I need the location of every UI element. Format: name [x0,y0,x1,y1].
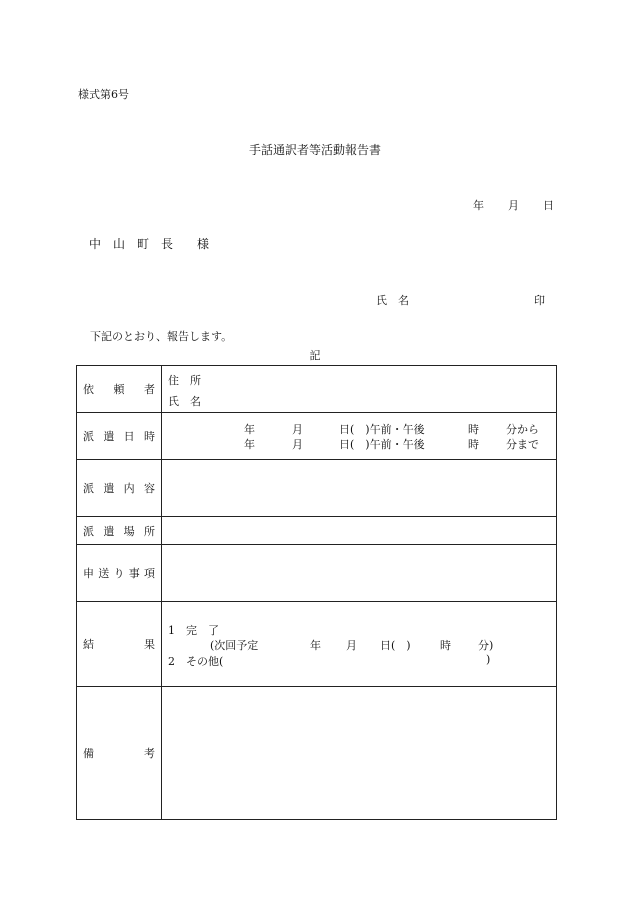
label-char: 容 [143,482,155,495]
label-char: 申 [83,567,94,580]
requester-label [77,366,162,413]
seal-mark: 印 [534,294,545,307]
label-char: 場 [123,524,135,538]
document-title: 手話通訳者等活動報告書 [248,143,381,157]
row-dispatch-place [77,517,557,545]
next-minute: 分) [478,639,494,652]
label-char: 頼 [113,383,125,396]
label-char: 派 [83,482,94,495]
reporter-name-label: 氏 名 [376,294,409,307]
label-char: り [113,567,125,580]
label-char: 時 [143,430,155,443]
next-schedule-prefix: (次回予定 [210,639,259,652]
date-year: 年 [473,199,484,212]
dispatch-datetime-value[interactable] [162,413,557,460]
label-char: 事 [128,567,140,580]
to-hour: 時 [468,438,479,451]
from-minute: 分から [506,423,539,436]
row-requester [77,366,557,413]
result-other: 2 その他( [168,655,224,668]
row-result [77,602,557,687]
label-char: 派 [83,430,94,443]
label-char: 遣 [103,430,115,443]
dispatch-place-value[interactable] [162,517,557,545]
label-char: 遣 [103,524,115,538]
dispatch-content-label [77,460,162,517]
row-handover [77,545,557,602]
result-value[interactable] [162,602,557,687]
label-char: 結 [83,638,94,651]
requester-address-label: 住 所 [168,374,201,387]
label-char: 内 [123,482,135,495]
next-year: 年 [310,639,321,652]
row-dispatch-content [77,460,557,517]
row-dispatch-datetime [77,413,557,460]
report-table [76,365,557,820]
form-number: 様式第6号 [78,88,129,101]
handover-label [77,545,162,602]
remarks-value[interactable] [162,687,557,820]
to-year: 年 [244,438,255,451]
to-month: 月 [292,438,303,451]
requester-value[interactable] [162,366,557,413]
to-minute: 分まで [506,438,539,451]
dispatch-place-label [77,517,162,545]
dispatch-datetime-label [77,413,162,460]
next-month: 月 [346,639,357,652]
from-day-ampm: 日( )午前・午後 [339,423,425,436]
date-day: 日 [543,199,554,212]
remarks-label [77,687,162,820]
next-day: 日( ) [380,639,411,652]
label-char: 送 [98,567,110,580]
result-label [77,602,162,687]
label-char: 考 [144,747,155,760]
label-char: 日 [123,430,135,443]
row-remarks [77,687,557,820]
label-char: 果 [144,638,155,651]
ki-heading: 記 [309,349,321,362]
label-char: 遣 [103,482,115,495]
from-month: 月 [292,423,303,436]
from-hour: 時 [468,423,479,436]
dispatch-content-value[interactable] [162,460,557,517]
requester-name-label: 氏 名 [168,395,201,408]
label-char: 派 [83,524,94,538]
label-char: 項 [144,567,155,580]
label-char: 備 [83,747,94,760]
intro-text: 下記のとおり、報告します。 [90,330,233,343]
label-char: 所 [143,524,155,538]
from-year: 年 [244,423,255,436]
result-other-close: ) [486,653,491,666]
addressee: 中 山 町 長 様 [89,237,210,251]
next-hour: 時 [440,639,451,652]
handover-value[interactable] [162,545,557,602]
date-field [473,197,554,213]
result-complete: 1 完 了 [168,624,219,637]
to-day-ampm: 日( )午前・午後 [339,438,425,451]
date-month: 月 [508,199,519,212]
label-char: 者 [144,383,155,396]
label-char: 依 [83,383,94,396]
